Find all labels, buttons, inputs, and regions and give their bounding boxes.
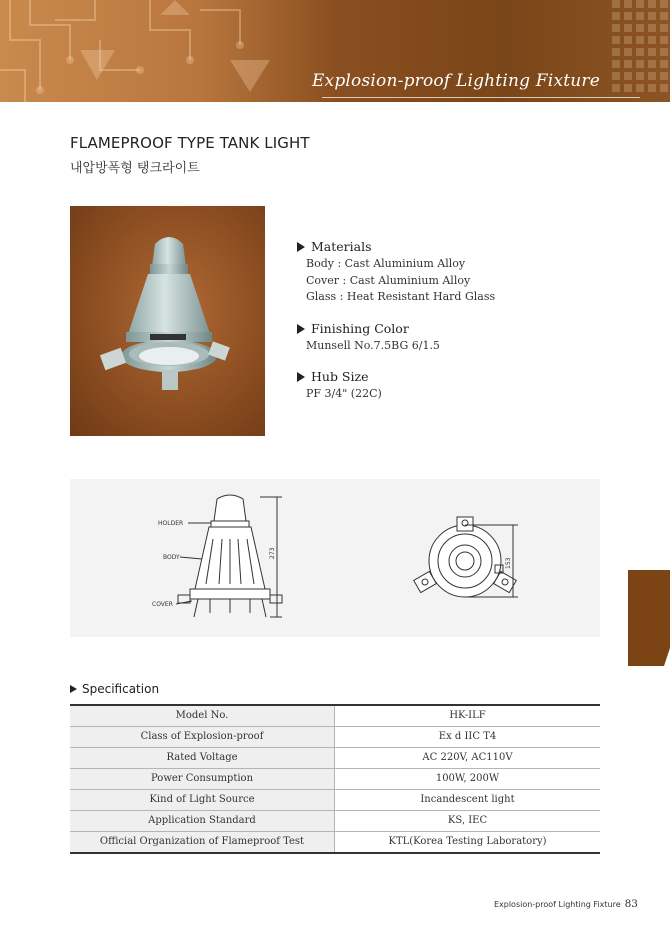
- triangle-bullet-icon: [297, 372, 305, 382]
- triangle-bullet-icon: [297, 324, 305, 334]
- spec-table: [70, 704, 600, 854]
- table-row: [70, 832, 600, 854]
- page-number: 83: [624, 898, 638, 910]
- tank-light-illustration: [70, 206, 265, 436]
- header-banner: [0, 0, 670, 102]
- spec-label: Application Standard: [70, 811, 335, 832]
- holder-label: HOLDER: [158, 520, 184, 527]
- table-row: [70, 705, 600, 727]
- materials-glass: Glass : Heat Resistant Hard Glass: [306, 290, 496, 303]
- finishing-color-block: [297, 320, 495, 355]
- body-label: BODY: [163, 554, 180, 561]
- width-dimension: 153: [505, 557, 512, 569]
- page-footer: [494, 898, 638, 910]
- materials-block: [297, 238, 495, 306]
- side-tab-marker: [628, 570, 670, 666]
- spec-value: KTL(Korea Testing Laboratory): [335, 832, 601, 854]
- section-title: Explosion-proof Lighting Fixture: [311, 71, 600, 91]
- spec-value: 100W, 200W: [335, 769, 601, 790]
- finishing-color-value: Munsell No.7.5BG 6/1.5: [306, 338, 440, 352]
- table-row: [70, 790, 600, 811]
- table-row: [70, 748, 600, 769]
- spec-title: Specification: [82, 682, 160, 696]
- materials-cover: Cover : Cast Aluminium Alloy: [306, 273, 471, 287]
- features-list: [297, 238, 495, 417]
- hub-size-heading: Hub Size: [311, 369, 369, 384]
- triangle-bullet-icon: [297, 242, 305, 252]
- footer-text: Explosion-proof Lighting Fixture: [493, 900, 621, 909]
- triangle-bullet-icon: [70, 685, 77, 693]
- height-dimension: 273: [269, 547, 276, 559]
- materials-body: Body : Cast Aluminium Alloy: [306, 257, 466, 270]
- table-row: [70, 769, 600, 790]
- table-row: [70, 811, 600, 832]
- spec-value: AC 220V, AC110V: [335, 748, 601, 769]
- spec-label: Kind of Light Source: [70, 790, 335, 811]
- dimension-drawing: [70, 479, 600, 637]
- table-row: [70, 727, 600, 748]
- spec-label: Class of Explosion-proof: [70, 727, 335, 748]
- spec-label: Rated Voltage: [70, 748, 335, 769]
- spec-label: Power Consumption: [70, 769, 335, 790]
- spec-value: KS, IEC: [335, 811, 601, 832]
- spec-label: Official Organization of Flameproof Test: [70, 832, 335, 854]
- product-photo: [70, 206, 265, 436]
- spec-label: Model No.: [70, 705, 335, 727]
- cover-label: COVER: [152, 601, 173, 608]
- spec-value: Incandescent light: [335, 790, 601, 811]
- technical-drawing: [70, 479, 600, 637]
- finishing-color-heading: Finishing Color: [311, 320, 409, 336]
- hub-size-block: [297, 368, 495, 403]
- title-underline: [322, 97, 640, 98]
- product-subtitle-korean: 내압방폭형 탱크라이트: [70, 161, 200, 176]
- spec-value: Ex d IIC T4: [335, 727, 601, 748]
- product-title: FLAMEPROOF TYPE TANK LIGHT: [70, 134, 310, 152]
- hub-size-value: PF 3/4" (22C): [306, 387, 382, 400]
- materials-heading: Materials: [311, 239, 372, 254]
- spec-value: HK-ILF: [335, 705, 601, 727]
